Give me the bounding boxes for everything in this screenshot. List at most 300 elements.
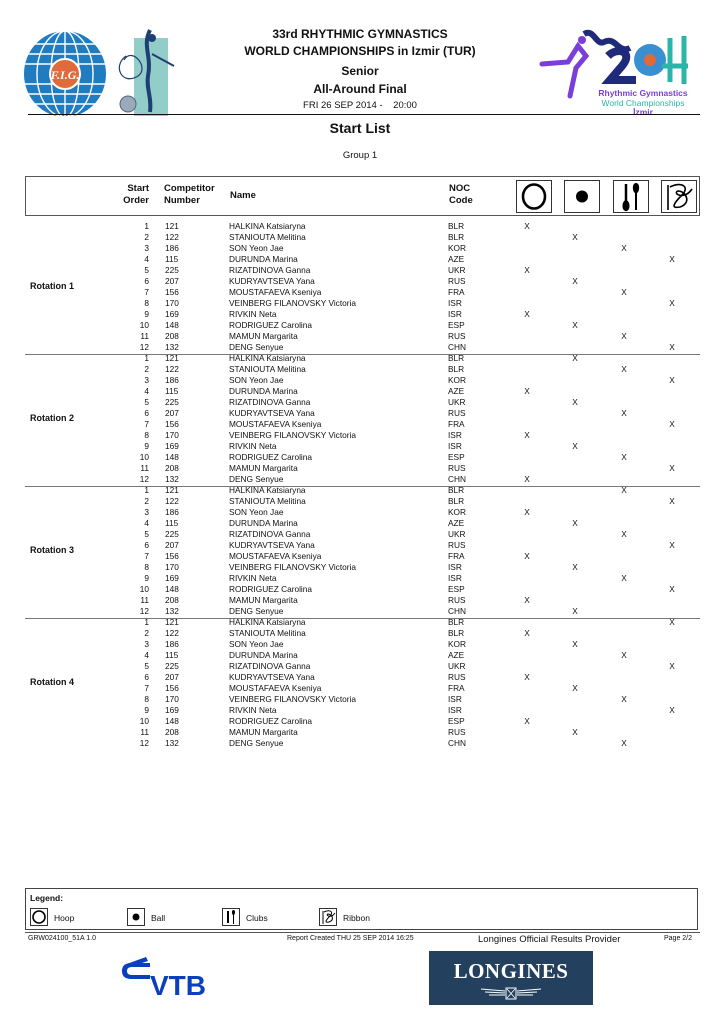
table-row	[25, 232, 700, 243]
start-order: 7	[144, 419, 149, 429]
fig-logo-text: F.I.G.	[50, 68, 80, 82]
apparatus-mark-clubs: X	[621, 529, 627, 539]
competitor-name: RODRIGUEZ Carolina	[229, 716, 312, 726]
competitor-name: DURUNDA Marina	[229, 254, 298, 264]
noc-code: FRA	[448, 551, 465, 561]
rotation-block	[25, 485, 700, 617]
start-order: 5	[144, 529, 149, 539]
col-ball	[564, 180, 600, 213]
noc-code: RUS	[448, 408, 466, 418]
competitor-name: SON Yeon Jae	[229, 639, 284, 649]
table-row	[25, 342, 700, 353]
noc-code: CHN	[448, 474, 466, 484]
start-order: 6	[144, 540, 149, 550]
apparatus-mark-ball: X	[572, 562, 578, 572]
col-start-order-l1: Start	[127, 183, 149, 194]
competitor-number: 115	[165, 386, 179, 396]
competitor-number: 186	[165, 639, 179, 649]
noc-code: UKR	[448, 265, 466, 275]
competitor-name: RIZATDINOVA Ganna	[229, 397, 311, 407]
table-row	[25, 320, 700, 331]
apparatus-mark-hoop: X	[524, 221, 530, 231]
apparatus-mark-ribbon: X	[669, 419, 675, 429]
legend-label: Clubs	[246, 913, 268, 923]
header-title-1: 33rd RHYTHMIC GYMNASTICS	[272, 27, 448, 41]
apparatus-mark-clubs: X	[621, 694, 627, 704]
table-row	[25, 540, 700, 551]
header-divider	[28, 114, 700, 115]
header-category: Senior	[341, 64, 379, 78]
start-order: 1	[144, 353, 149, 363]
legend-label: Ball	[151, 913, 166, 923]
competitor-name: DURUNDA Marina	[229, 650, 298, 660]
legend-label: Hoop	[54, 913, 75, 923]
table-row	[25, 441, 700, 452]
competitor-number: 132	[165, 342, 179, 352]
table-row	[25, 463, 700, 474]
competitor-name: MOUSTAFAEVA Kseniya	[229, 551, 322, 561]
header-event: All-Around Final	[313, 82, 407, 96]
start-order: 5	[144, 397, 149, 407]
noc-code: BLR	[448, 485, 465, 495]
table-row	[25, 694, 700, 705]
competitor-name: RIVKIN Neta	[229, 309, 277, 319]
table-row	[25, 254, 700, 265]
table-row	[25, 573, 700, 584]
competitor-number: 115	[165, 518, 179, 528]
apparatus-mark-ball: X	[572, 683, 578, 693]
competitor-name: HALKINA Katsiaryna	[229, 617, 306, 627]
apparatus-mark-ball: X	[572, 727, 578, 737]
start-order: 9	[144, 309, 149, 319]
noc-code: BLR	[448, 496, 465, 506]
competitor-name: MAMUN Margarita	[229, 595, 298, 605]
table-row	[25, 419, 700, 430]
apparatus-mark-ribbon: X	[669, 617, 675, 627]
competitor-number: 148	[165, 320, 179, 330]
noc-code: BLR	[448, 364, 465, 374]
competitor-name: MAMUN Margarita	[229, 331, 298, 341]
noc-code: UKR	[448, 661, 466, 671]
apparatus-mark-clubs: X	[621, 485, 627, 495]
start-order: 5	[144, 265, 149, 275]
start-order: 6	[144, 408, 149, 418]
noc-code: CHN	[448, 606, 466, 616]
apparatus-mark-ball: X	[572, 397, 578, 407]
table-row	[25, 221, 700, 232]
noc-code: BLR	[448, 232, 465, 242]
table-row	[25, 639, 700, 650]
competitor-number: 115	[165, 254, 179, 264]
apparatus-mark-ball: X	[572, 320, 578, 330]
noc-code: RUS	[448, 276, 466, 286]
fig-logo	[22, 30, 108, 118]
competitor-name: DURUNDA Marina	[229, 518, 298, 528]
competitor-number: 208	[165, 331, 179, 341]
competitor-number: 169	[165, 573, 179, 583]
rotation-label: Rotation 4	[30, 677, 74, 687]
document-code: GRW024100_51A 1.0	[28, 935, 96, 942]
rotation-label: Rotation 2	[30, 413, 74, 423]
noc-code: BLR	[448, 221, 465, 231]
start-order: 11	[140, 463, 149, 473]
apparatus-mark-clubs: X	[621, 243, 627, 253]
noc-code: ISR	[448, 309, 462, 319]
start-order: 12	[139, 738, 149, 748]
start-order: 2	[144, 496, 149, 506]
noc-code: FRA	[448, 419, 465, 429]
table-row	[25, 243, 700, 254]
competitor-name: STANIOUTA Melitina	[229, 628, 306, 638]
noc-code: ESP	[448, 452, 465, 462]
competitor-number: 225	[165, 529, 179, 539]
competitor-number: 156	[165, 683, 179, 693]
competitor-name: SON Yeon Jae	[229, 243, 284, 253]
start-order: 12	[139, 342, 149, 352]
competitor-name: VEINBERG FILANOVSKY Victoria	[229, 694, 356, 704]
start-order: 8	[144, 562, 149, 572]
table-row	[25, 287, 700, 298]
apparatus-mark-clubs: X	[621, 364, 627, 374]
col-ribbon	[661, 180, 697, 213]
apparatus-mark-hoop: X	[524, 430, 530, 440]
apparatus-mark-ribbon: X	[669, 584, 675, 594]
col-noc	[449, 183, 473, 207]
competitor-number: 169	[165, 309, 179, 319]
noc-code: AZE	[448, 254, 465, 264]
table-row	[25, 309, 700, 320]
table-row	[25, 408, 700, 419]
col-start-order-l2: Order	[123, 195, 149, 206]
competitor-number: 122	[165, 628, 179, 638]
ball-icon	[565, 181, 599, 212]
clubs-icon	[614, 181, 648, 212]
results-provider: Longines Official Results Provider	[478, 934, 621, 945]
col-start-order	[123, 183, 149, 207]
start-order: 2	[144, 232, 149, 242]
apparatus-mark-ball: X	[572, 353, 578, 363]
table-row	[25, 397, 700, 408]
apparatus-mark-hoop: X	[524, 309, 530, 319]
table-row	[25, 507, 700, 518]
competitor-name: STANIOUTA Melitina	[229, 496, 306, 506]
competitor-name: SON Yeon Jae	[229, 507, 284, 517]
apparatus-mark-hoop: X	[524, 474, 530, 484]
rotation-label: Rotation 3	[30, 545, 74, 555]
ball-icon	[128, 909, 144, 925]
legend	[25, 888, 698, 930]
apparatus-mark-ribbon: X	[669, 661, 675, 671]
start-order: 3	[144, 375, 149, 385]
competitor-name: VEINBERG FILANOVSKY Victoria	[229, 562, 356, 572]
competitor-number: 225	[165, 661, 179, 671]
vtb-text: VTB	[150, 970, 206, 999]
noc-code: AZE	[448, 386, 465, 396]
rotation-label: Rotation 1	[30, 281, 74, 291]
table-row	[25, 738, 700, 749]
apparatus-mark-hoop: X	[524, 551, 530, 561]
noc-code: ESP	[448, 716, 465, 726]
header-datetime: FRI 26 SEP 2014 - 20:00	[303, 100, 417, 111]
apparatus-mark-clubs: X	[621, 452, 627, 462]
start-order: 8	[144, 298, 149, 308]
noc-code: ISR	[448, 562, 462, 572]
start-order: 5	[144, 661, 149, 671]
competitor-number: 225	[165, 265, 179, 275]
apparatus-mark-hoop: X	[524, 672, 530, 682]
noc-code: KOR	[448, 375, 466, 385]
noc-code: ISR	[448, 705, 462, 715]
table-row	[25, 727, 700, 738]
table-row	[25, 551, 700, 562]
legend-title: Legend:	[30, 893, 64, 903]
table-row	[25, 606, 700, 617]
start-order: 7	[144, 683, 149, 693]
competitor-name: RIVKIN Neta	[229, 573, 277, 583]
competitor-number: 121	[165, 353, 179, 363]
apparatus-mark-hoop: X	[524, 507, 530, 517]
start-order: 3	[144, 639, 149, 649]
competitor-name: MOUSTAFAEVA Kseniya	[229, 287, 322, 297]
start-order: 2	[144, 628, 149, 638]
apparatus-mark-ball: X	[572, 518, 578, 528]
rotation-block	[25, 617, 700, 749]
competitor-number: 115	[165, 650, 179, 660]
apparatus-mark-ball: X	[572, 606, 578, 616]
start-order: 6	[144, 672, 149, 682]
noc-code: FRA	[448, 683, 465, 693]
noc-code: RUS	[448, 672, 466, 682]
competitor-name: SON Yeon Jae	[229, 375, 284, 385]
noc-code: ESP	[448, 320, 465, 330]
competitor-number: 169	[165, 441, 179, 451]
noc-code: UKR	[448, 529, 466, 539]
competitor-number: 169	[165, 705, 179, 715]
competitor-number: 186	[165, 375, 179, 385]
apparatus-mark-hoop: X	[524, 386, 530, 396]
col-competitor-number-l2: Number	[164, 195, 200, 206]
competitor-number: 170	[165, 430, 179, 440]
noc-code: KOR	[448, 507, 466, 517]
competitor-name: STANIOUTA Melitina	[229, 232, 306, 242]
table-row	[25, 595, 700, 606]
apparatus-mark-clubs: X	[621, 573, 627, 583]
noc-code: ISR	[448, 430, 462, 440]
competitor-number: 207	[165, 540, 179, 550]
apparatus-mark-ribbon: X	[669, 463, 675, 473]
start-order: 4	[144, 650, 149, 660]
competitor-name: MAMUN Margarita	[229, 727, 298, 737]
start-order: 12	[139, 606, 149, 616]
competitor-name: VEINBERG FILANOVSKY Victoria	[229, 298, 356, 308]
table-row	[25, 650, 700, 661]
competitor-name: VEINBERG FILANOVSKY Victoria	[229, 430, 356, 440]
noc-code: RUS	[448, 331, 466, 341]
start-order: 8	[144, 430, 149, 440]
competitor-name: MOUSTAFAEVA Kseniya	[229, 683, 322, 693]
table-row	[25, 375, 700, 386]
longines-wings-icon	[479, 985, 543, 1001]
competitor-number: 208	[165, 727, 179, 737]
col-noc-l1: NOC	[449, 183, 471, 194]
noc-code: RUS	[448, 595, 466, 605]
start-order: 1	[144, 221, 149, 231]
start-order: 7	[144, 551, 149, 561]
apparatus-mark-ball: X	[572, 276, 578, 286]
start-order: 10	[139, 584, 149, 594]
competitor-name: MOUSTAFAEVA Kseniya	[229, 419, 322, 429]
table-row	[25, 331, 700, 342]
competitor-number: 121	[165, 221, 179, 231]
competitor-name: RODRIGUEZ Carolina	[229, 584, 312, 594]
table-row	[25, 683, 700, 694]
longines-logo	[429, 951, 593, 1005]
apparatus-mark-hoop: X	[524, 716, 530, 726]
competitor-number: 156	[165, 419, 179, 429]
noc-code: FRA	[448, 287, 465, 297]
noc-code: KOR	[448, 639, 466, 649]
table-row	[25, 584, 700, 595]
table-row	[25, 562, 700, 573]
table-row	[25, 496, 700, 507]
competitor-number: 122	[165, 232, 179, 242]
competitor-name: KUDRYAVTSEVA Yana	[229, 540, 315, 550]
start-order: 6	[144, 276, 149, 286]
competitor-name: DENG Senyue	[229, 606, 284, 616]
competitor-name: RIZATDINOVA Ganna	[229, 529, 311, 539]
clubs-icon	[223, 909, 239, 925]
start-order: 9	[144, 441, 149, 451]
competitor-number: 207	[165, 408, 179, 418]
table-row	[25, 386, 700, 397]
competitor-number: 122	[165, 496, 179, 506]
competitor-name: DENG Senyue	[229, 342, 284, 352]
table-header	[25, 176, 700, 216]
start-order: 3	[144, 243, 149, 253]
competitor-number: 148	[165, 584, 179, 594]
event-logo-line1: Rhythmic Gymnastics	[598, 88, 688, 98]
start-order: 10	[139, 452, 149, 462]
start-order: 1	[144, 617, 149, 627]
start-order: 4	[144, 518, 149, 528]
apparatus-mark-hoop: X	[524, 628, 530, 638]
competitor-name: KUDRYAVTSEVA Yana	[229, 276, 315, 286]
table-row	[25, 298, 700, 309]
competitor-number: 156	[165, 287, 179, 297]
start-order: 7	[144, 287, 149, 297]
apparatus-mark-ribbon: X	[669, 298, 675, 308]
table-row	[25, 474, 700, 485]
apparatus-mark-hoop: X	[524, 265, 530, 275]
competitor-name: HALKINA Katsiaryna	[229, 353, 306, 363]
competitor-number: 207	[165, 672, 179, 682]
competitor-name: RODRIGUEZ Carolina	[229, 320, 312, 330]
competitor-name: RIZATDINOVA Ganna	[229, 265, 311, 275]
noc-code: ISR	[448, 694, 462, 704]
footer-divider	[25, 932, 700, 933]
start-order: 3	[144, 507, 149, 517]
noc-code: BLR	[448, 628, 465, 638]
start-order: 11	[140, 727, 149, 737]
start-order: 8	[144, 694, 149, 704]
competitor-number: 170	[165, 694, 179, 704]
ribbon-icon	[320, 909, 336, 925]
vtb-logo	[120, 955, 224, 999]
competitor-name: RIZATDINOVA Ganna	[229, 661, 311, 671]
world-championships-logo	[538, 26, 700, 116]
noc-code: ISR	[448, 573, 462, 583]
hoop-icon	[31, 909, 47, 925]
apparatus-mark-ribbon: X	[669, 375, 675, 385]
col-hoop	[516, 180, 552, 213]
competitor-number: 132	[165, 474, 179, 484]
competitor-number: 132	[165, 606, 179, 616]
rhythmic-gymnastics-logo	[112, 26, 180, 118]
table-row	[25, 430, 700, 441]
event-logo-line2: World Championships	[601, 98, 685, 108]
report-created: Report Created THU 25 SEP 2014 16:25	[287, 935, 414, 942]
competitor-name: MAMUN Margarita	[229, 463, 298, 473]
start-order: 1	[144, 485, 149, 495]
competitor-name: RIVKIN Neta	[229, 441, 277, 451]
table-row	[25, 661, 700, 672]
apparatus-mark-ribbon: X	[669, 254, 675, 264]
start-order: 10	[139, 320, 149, 330]
competitor-name: DURUNDA Marina	[229, 386, 298, 396]
competitor-number: 186	[165, 507, 179, 517]
apparatus-mark-ribbon: X	[669, 342, 675, 352]
page-number: Page 2/2	[664, 935, 693, 942]
table-row	[25, 265, 700, 276]
table-row	[25, 716, 700, 727]
table-row	[25, 518, 700, 529]
col-competitor-number-l1: Competitor	[164, 183, 215, 194]
competitor-name: DENG Senyue	[229, 738, 284, 748]
table-row	[25, 617, 700, 628]
competitor-number: 208	[165, 463, 179, 473]
noc-code: CHN	[448, 738, 466, 748]
hoop-icon	[517, 181, 551, 212]
start-order: 9	[144, 705, 149, 715]
competitor-name: RIVKIN Neta	[229, 705, 277, 715]
noc-code: AZE	[448, 518, 465, 528]
competitor-name: DENG Senyue	[229, 474, 284, 484]
start-order: 11	[140, 331, 149, 341]
apparatus-mark-clubs: X	[621, 650, 627, 660]
noc-code: CHN	[448, 342, 466, 352]
apparatus-mark-clubs: X	[621, 738, 627, 748]
page-title: Start List	[329, 120, 391, 136]
competitor-number: 148	[165, 716, 179, 726]
noc-code: BLR	[448, 353, 465, 363]
start-order: 9	[144, 573, 149, 583]
table-row	[25, 485, 700, 496]
competitor-name: STANIOUTA Melitina	[229, 364, 306, 374]
table-row	[25, 705, 700, 716]
competitor-number: 148	[165, 452, 179, 462]
competitor-number: 121	[165, 485, 179, 495]
competitor-name: HALKINA Katsiaryna	[229, 485, 306, 495]
table-row	[25, 672, 700, 683]
apparatus-mark-clubs: X	[621, 287, 627, 297]
rotation-block	[25, 353, 700, 485]
noc-code: ISR	[448, 298, 462, 308]
table-row	[25, 452, 700, 463]
table-row	[25, 364, 700, 375]
competitor-number: 170	[165, 562, 179, 572]
competitor-name: HALKINA Katsiaryna	[229, 221, 306, 231]
start-order: 12	[139, 474, 149, 484]
